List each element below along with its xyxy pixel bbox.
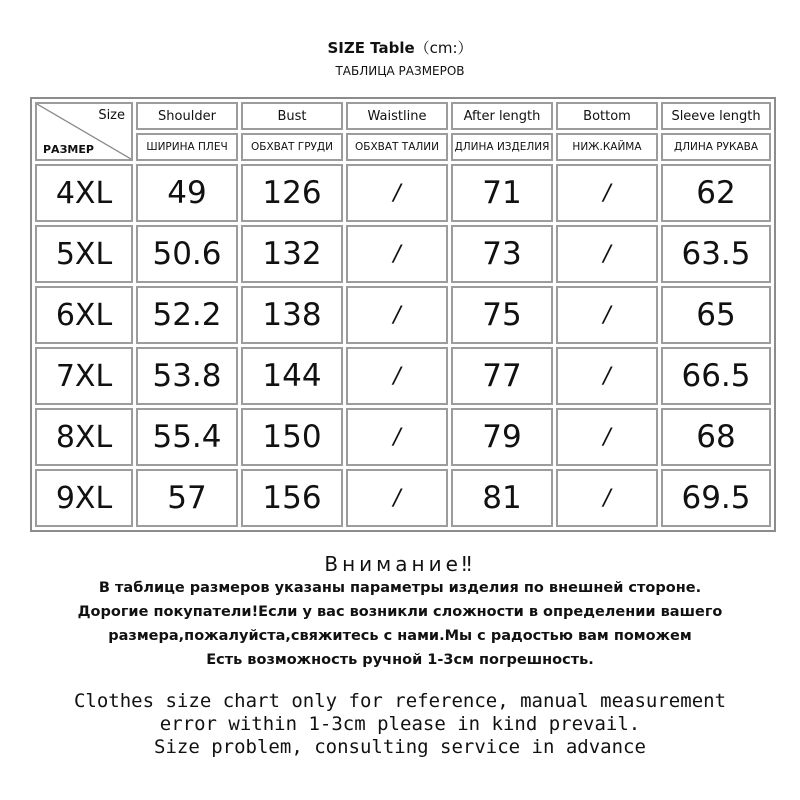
notice-line: Дорогие покупатели!Если у вас возникли сложности в определении вашего — [77, 604, 723, 620]
column-header-ru: ШИРИНА ПЛЕЧ — [136, 133, 238, 161]
column-header-ru: ОБХВАТ ТАЛИИ — [346, 133, 448, 161]
column-header: Bust — [241, 102, 343, 130]
table-cell: 55.4 — [136, 408, 238, 466]
column-header-ru: ДЛИНА РУКАВА — [661, 133, 771, 161]
table-cell: / — [346, 408, 448, 466]
table-cell: / — [556, 408, 658, 466]
table-cell: / — [556, 225, 658, 283]
notice-section — [0, 552, 800, 672]
table-cell: / — [556, 469, 658, 527]
table-header — [0, 38, 800, 80]
table-cell: 138 — [241, 286, 343, 344]
column-header: After length — [451, 102, 553, 130]
table-row — [35, 408, 771, 466]
corner-razmer-label: РАЗМЕР — [43, 143, 94, 156]
table-cell: 50.6 — [136, 225, 238, 283]
english-disclaimer — [0, 690, 800, 759]
notice-line: Есть возможность ручной 1-3см погрешность. — [206, 652, 594, 668]
table-cell: / — [346, 164, 448, 222]
table-cell: 73 — [451, 225, 553, 283]
table-cell: / — [346, 347, 448, 405]
column-header: Sleeve length — [661, 102, 771, 130]
table-row — [35, 347, 771, 405]
size-cell: 4XL — [35, 164, 133, 222]
table-cell: 57 — [136, 469, 238, 527]
table-cell: 77 — [451, 347, 553, 405]
table-row — [35, 469, 771, 527]
column-header: Waistline — [346, 102, 448, 130]
table-cell: / — [556, 347, 658, 405]
notice-line: размера,пожалуйста,свяжитесь с нами.Мы с радостью вам поможем — [108, 628, 692, 644]
size-cell: 7XL — [35, 347, 133, 405]
size-cell: 5XL — [35, 225, 133, 283]
table-cell: / — [346, 469, 448, 527]
table-cell: 69.5 — [661, 469, 771, 527]
column-header: Shoulder — [136, 102, 238, 130]
table-cell: 132 — [241, 225, 343, 283]
table-row — [35, 164, 771, 222]
table-cell: 52.2 — [136, 286, 238, 344]
column-header-ru: ДЛИНА ИЗДЕЛИЯ — [451, 133, 553, 161]
table-cell: 62 — [661, 164, 771, 222]
disclaimer-line: Size problem, consulting service in advance — [154, 736, 646, 758]
header-row-russian — [35, 133, 771, 161]
table-cell: 65 — [661, 286, 771, 344]
table-cell: 156 — [241, 469, 343, 527]
corner-cell — [35, 102, 133, 161]
table-cell: 49 — [136, 164, 238, 222]
table-cell: 63.5 — [661, 225, 771, 283]
header-row-english — [35, 102, 771, 130]
disclaimer-line: error within 1-3cm please in kind prevail. — [159, 713, 641, 735]
table-cell: 126 — [241, 164, 343, 222]
corner-size-label: Size — [98, 108, 125, 123]
size-cell: 9XL — [35, 469, 133, 527]
column-header-ru: НИЖ.КАЙМА — [556, 133, 658, 161]
disclaimer-line: Clothes size chart only for reference, manual measurement — [73, 690, 727, 712]
title-unit: （cm:） — [414, 39, 473, 57]
table-cell: 75 — [451, 286, 553, 344]
table-cell: 68 — [661, 408, 771, 466]
size-cell: 8XL — [35, 408, 133, 466]
table-row — [35, 225, 771, 283]
column-header-ru: ОБХВАТ ГРУДИ — [241, 133, 343, 161]
table-cell: / — [346, 225, 448, 283]
table-cell: / — [556, 286, 658, 344]
notice-line: В таблице размеров указаны параметры изделия по внешней стороне. — [98, 580, 702, 596]
table-row — [35, 286, 771, 344]
column-header: Bottom — [556, 102, 658, 130]
size-cell: 6XL — [35, 286, 133, 344]
page-title — [0, 38, 800, 58]
table-cell: 71 — [451, 164, 553, 222]
table-cell: / — [556, 164, 658, 222]
table-cell: / — [346, 286, 448, 344]
page-subtitle: ТАБЛИЦА РАЗМЕРОВ — [335, 64, 465, 78]
table-cell: 66.5 — [661, 347, 771, 405]
size-table — [30, 97, 776, 532]
title-text: SIZE Table — [327, 39, 415, 57]
table-cell: 53.8 — [136, 347, 238, 405]
notice-title: Внимание‼ — [324, 552, 476, 576]
table-cell: 144 — [241, 347, 343, 405]
table-cell: 81 — [451, 469, 553, 527]
table-cell: 150 — [241, 408, 343, 466]
table-cell: 79 — [451, 408, 553, 466]
